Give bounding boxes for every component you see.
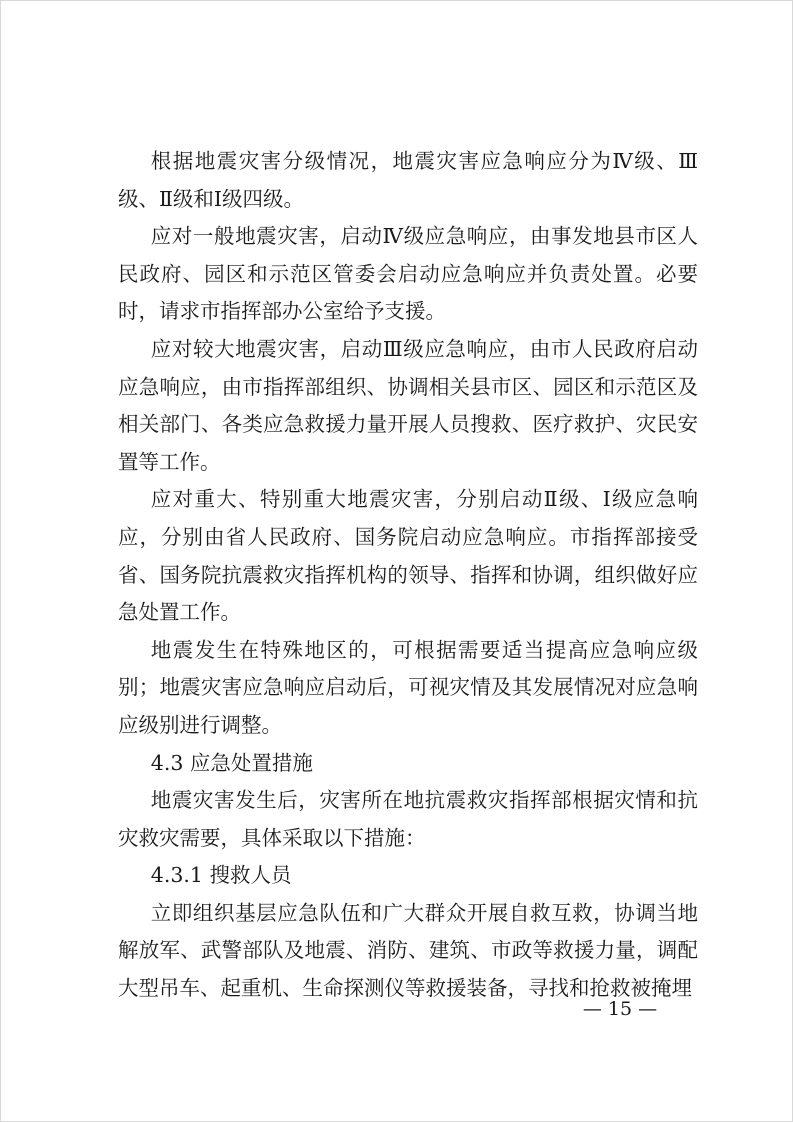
paragraph-level-2-1: 应对重大、特别重大地震灾害，分别启动Ⅱ级、Ⅰ级应急响应，分别由省人民政府、国务院启动应急响应。市指挥部接受省、国务院抗震救灾指挥机构的领导、指挥和协调，组织做好应急处置工作。 [118,487,698,625]
document-body [118,143,698,1008]
subsection-heading: 4.3.1 搜救人员 [150,863,292,888]
paragraph-level-4: 应对一般地震灾害，启动Ⅳ级应急响应，由事发地县市区人民政府、园区和示范区管委会启动应急响应并负责处置。必要时，请求市指挥部办公室给予支援。 [118,224,698,324]
section-heading: 4.3 应急处置措施 [150,750,313,775]
paragraph-response-levels: 根据地震灾害分级情况，地震灾害应急响应分为Ⅳ级、Ⅲ级、Ⅱ级和Ⅰ级四级。 [118,149,698,211]
paragraph-level-3: 应对较大地震灾害，启动Ⅲ级应急响应，由市人民政府启动应急响应，由市指挥部组织、协调相关县市区、园区和示范区及相关部门、各类应急救援力量开展人员搜救、医疗救护、灾民安置等工作。 [118,336,698,474]
section-paragraph: 地震灾害发生后，灾害所在地抗震救灾指挥部根据灾情和抗灾救灾需要，具体采取以下措施： [118,788,698,850]
paragraph-special-areas: 地震发生在特殊地区的，可根据需要适当提高应急响应级别；地震灾害应急响应启动后，可视灾情及其发展情况对应急响应级别进行调整。 [118,637,698,737]
page-number: — 15 — [582,998,658,1020]
subsection-paragraph: 立即组织基层应急队伍和广大群众开展自救互救，协调当地解放军、武警部队及地震、消防、建筑、市政等救援力量，调配大型吊车、起重机、生命探测仪等救援装备，寻找和抢救被掩埋 [118,900,698,1001]
